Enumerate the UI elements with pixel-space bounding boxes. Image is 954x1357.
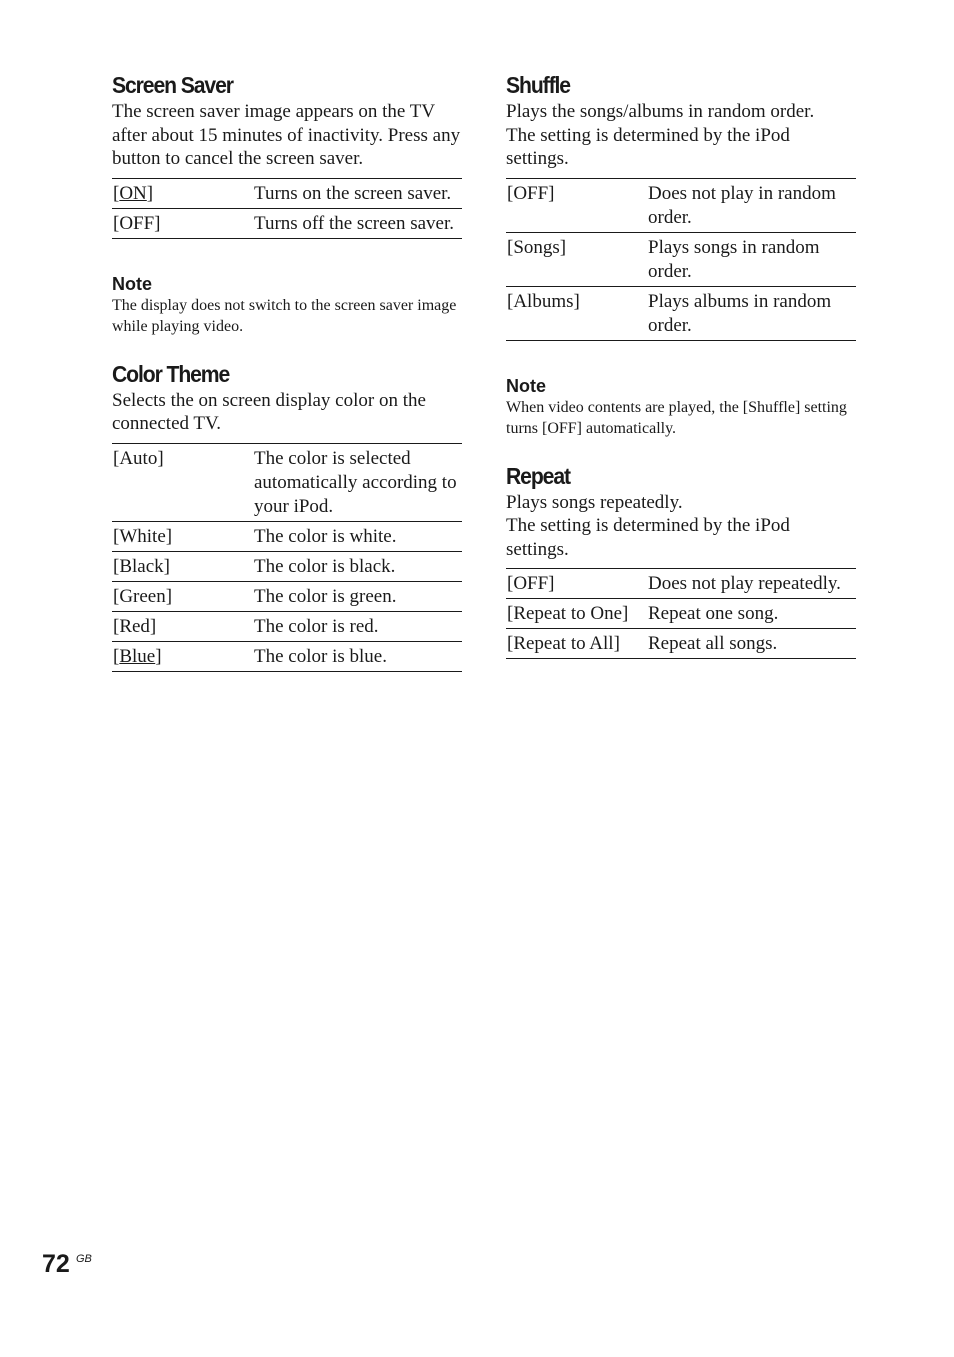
left-column xyxy=(112,70,462,672)
table-row xyxy=(112,551,462,581)
color-theme-section xyxy=(112,359,462,672)
option-description: The color is blue. xyxy=(254,641,462,671)
shuffle-heading: Shuffle xyxy=(506,72,570,98)
color-theme-description: Selects the on screen display color on the connected TV. xyxy=(112,389,426,434)
option-cell: [OFF] xyxy=(112,208,254,238)
note-text: The display does not switch to the screen saver image while playing video. xyxy=(112,296,457,335)
table-row xyxy=(112,611,462,641)
right-column xyxy=(506,70,856,659)
default-option: ON xyxy=(119,182,147,204)
table-row xyxy=(506,286,856,340)
note-text: When video contents are played, the [Shuffle] setting turns [OFF] automatically. xyxy=(506,398,847,437)
note-heading: Note xyxy=(112,273,152,294)
option-description: Does not play in random order. xyxy=(648,178,856,232)
option-description: Does not play repeatedly. xyxy=(648,569,856,599)
option-cell: [Auto] xyxy=(112,443,254,521)
option-cell: [White] xyxy=(112,521,254,551)
repeat-section xyxy=(506,461,856,660)
table-row xyxy=(112,208,462,238)
option-cell: [OFF] xyxy=(506,178,648,232)
shuffle-table xyxy=(506,178,856,341)
table-row xyxy=(112,178,462,208)
option-description: Repeat one song. xyxy=(648,599,856,629)
option-cell: [ON] xyxy=(112,178,254,208)
option-description: The color is red. xyxy=(254,611,462,641)
repeat-table xyxy=(506,568,856,659)
table-row xyxy=(506,232,856,286)
option-description: The color is black. xyxy=(254,551,462,581)
table-row xyxy=(112,581,462,611)
option-description: Repeat all songs. xyxy=(648,629,856,659)
color-theme-table xyxy=(112,443,462,672)
shuffle-note xyxy=(506,375,856,439)
shuffle-description: Plays the songs/albums in random order. The setting is determined by the iPod settings. xyxy=(506,101,815,169)
table-row xyxy=(506,629,856,659)
table-row xyxy=(112,443,462,521)
option-description: The color is selected automatically according to your iPod. xyxy=(254,443,462,521)
option-description: The color is green. xyxy=(254,581,462,611)
option-cell: [Blue] xyxy=(112,641,254,671)
repeat-heading: Repeat xyxy=(506,462,570,489)
option-description: Turns on the screen saver. xyxy=(254,178,462,208)
repeat-description: Plays songs repeatedly. The setting is determined by the iPod settings. xyxy=(506,491,790,560)
option-cell: [Red] xyxy=(112,611,254,641)
option-cell: [OFF] xyxy=(506,569,648,599)
table-row xyxy=(506,178,856,232)
option-cell: [Black] xyxy=(112,551,254,581)
table-row xyxy=(112,521,462,551)
option-cell: [Repeat to One] xyxy=(506,599,648,629)
color-theme-heading: Color Theme xyxy=(112,360,230,387)
option-description: Plays songs in random order. xyxy=(648,232,856,286)
page-region-code: GB xyxy=(76,1253,92,1265)
screen-saver-section xyxy=(112,70,462,337)
option-description: The color is white. xyxy=(254,521,462,551)
option-cell: [Repeat to All] xyxy=(506,629,648,659)
option-description: Turns off the screen saver. xyxy=(254,208,462,238)
option-description: Plays albums in random order. xyxy=(648,286,856,340)
note-heading: Note xyxy=(506,375,546,396)
option-cell: [Green] xyxy=(112,581,254,611)
shuffle-section xyxy=(506,70,856,439)
table-row xyxy=(112,641,462,671)
page-number: 72 xyxy=(42,1250,70,1278)
screen-saver-description: The screen saver image appears on the TV after about 15 minutes of inactivity. Press any button to cancel the screen saver. xyxy=(112,101,461,169)
default-option: Blue xyxy=(119,645,156,667)
screen-saver-heading: Screen Saver xyxy=(112,72,233,98)
table-row xyxy=(506,569,856,599)
option-cell: [Songs] xyxy=(506,232,648,286)
screen-saver-table xyxy=(112,178,462,239)
screen-saver-note xyxy=(112,273,462,337)
option-cell: [Albums] xyxy=(506,286,648,340)
table-row xyxy=(506,599,856,629)
